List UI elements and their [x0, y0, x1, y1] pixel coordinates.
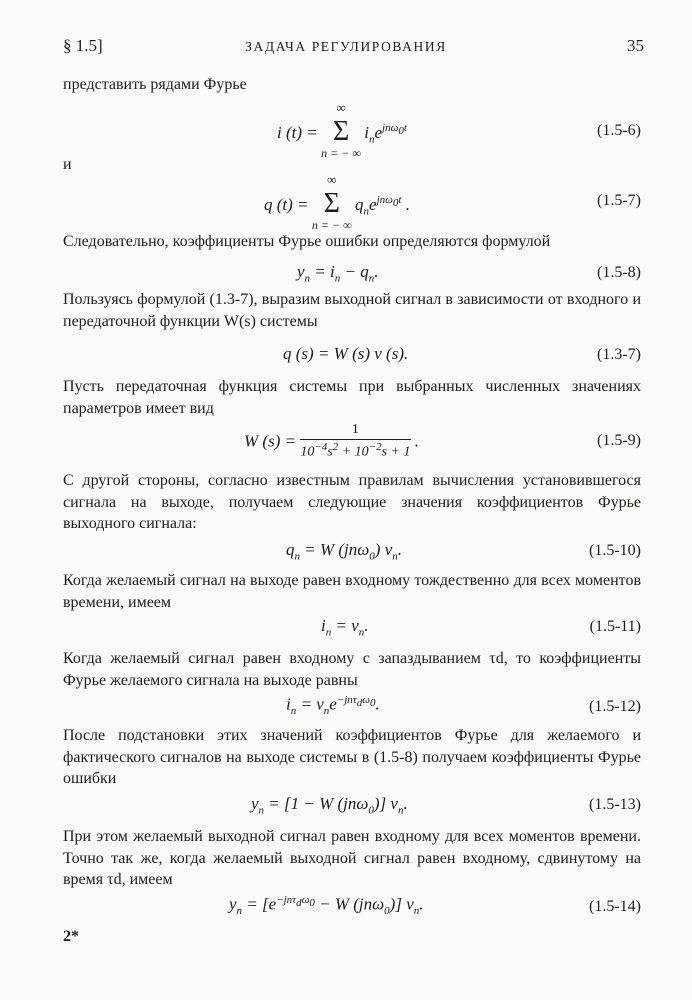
eq-lhs: i (t) =	[277, 122, 318, 142]
section-marker: § 1.5]	[63, 36, 103, 55]
paragraph-10: При этом желаемый выходной сигнал равен входному для всех моментов времени. Точно так же, когда желаемый выходной сигнал равен входному, сдвинутому на время τd, имеем	[63, 828, 641, 888]
eq-body: $y_n = [e^{-jn\tau_d\omega_0} - W$ (jnω$_0$)] $v_n$.	[229, 894, 424, 918]
equation-1-5-14	[0, 892, 692, 932]
fraction	[300, 422, 410, 461]
paragraph-9: После подстановки этих значений коэффициентов Фурье для желаемого и фактического сигналов на выходе системы в (1.5-8) получаем коэффициенты Фурье ошибки	[63, 727, 641, 787]
paragraph-4: Пользуясь формулой (1.3-7), выразим выходной сигнал в зависимости от входного и передаточной функции W(s) системы	[63, 291, 641, 330]
denominator: $10^{-4}s^2 + 10^{-2}s + 1$	[300, 441, 411, 460]
equation-number: (1.5-14)	[589, 898, 641, 915]
paragraph-5: Пусть передаточная функция системы при выбранных численных значениях параметров имеет вид	[63, 378, 641, 417]
summation-sign: ∞ Σ n = − ∞	[321, 100, 361, 160]
equation-number: (1.5-8)	[597, 264, 641, 281]
paragraph-8: Когда желаемый сигнал равен входному с запаздыванием τd, то коэффициенты Фурье желаемого сигнала на выходе равны	[63, 650, 641, 689]
equation-number: (1.5-6)	[597, 122, 641, 139]
summation-sign: ∞ Σ n = − ∞	[311, 172, 352, 232]
paragraph-7: Когда желаемый сигнал на выходе равен входному тождественно для всех моментов времени, имеем	[63, 572, 641, 611]
equation-number: (1.5-12)	[589, 698, 641, 715]
equation-number: (1.5-13)	[589, 796, 641, 813]
paragraph-1: представить рядами Фурье	[63, 76, 247, 93]
eq-body: $y_n = [1 - W$ (jnω$_0$)] $v_n$.	[251, 794, 408, 817]
eq-body: $i_n = v_ne^{-jn\tau_d\omega_0}$.	[286, 694, 380, 718]
equation-1-5-9: W (s) = $\frac{1}{10^{-4}s^2 + 10^{-2}s + 1}$ . (1.5-9)	[244, 422, 641, 460]
equation-1-3-7	[0, 340, 692, 380]
paragraph-6: С другой стороны, согласно известным правилам вычисления установившегося сигнала на выходе, получаем следующие значения коэффициентов Фурье выходного сигнала:	[63, 472, 641, 532]
equation-number: (1.5-7)	[597, 192, 641, 209]
equation-number: (1.3-7)	[597, 346, 641, 363]
eq-lhs: q (t) =	[264, 194, 309, 214]
eq-body: $q_n = W$ (jnω$_0$) $v_n$.	[286, 540, 402, 563]
eq-body: $y_n = i_n - q_n$.	[297, 262, 379, 285]
equation-1-5-7: q (t) = ∞ Σ n = − ∞ $q_ne^{jn\omega_0t}$ . (1.5-7)	[264, 172, 641, 232]
eq-body: q (s) = W (s) v (s).	[283, 344, 409, 363]
signature-mark: 2*	[63, 928, 79, 945]
equation-number: (1.5-10)	[589, 542, 641, 559]
paragraph-3: Следовательно, коэффициенты Фурье ошибки определяются формулой	[63, 233, 551, 250]
eq-lhs: W (s) =	[244, 431, 297, 451]
equation-number: (1.5-11)	[589, 618, 641, 635]
page-number: 35	[627, 36, 644, 55]
running-title: ЗАДАЧА РЕГУЛИРОВАНИЯ	[245, 39, 447, 54]
paragraph-2: и	[63, 156, 72, 173]
equation-1-5-6: i (t) = ∞ Σ n = − ∞ $i_ne^{jn\omega_0t}$ (1.5-6)	[277, 100, 641, 160]
eq-body: $i_n = v_n$.	[321, 616, 369, 639]
numerator: 1	[300, 422, 410, 440]
equation-number: (1.5-9)	[597, 432, 641, 449]
